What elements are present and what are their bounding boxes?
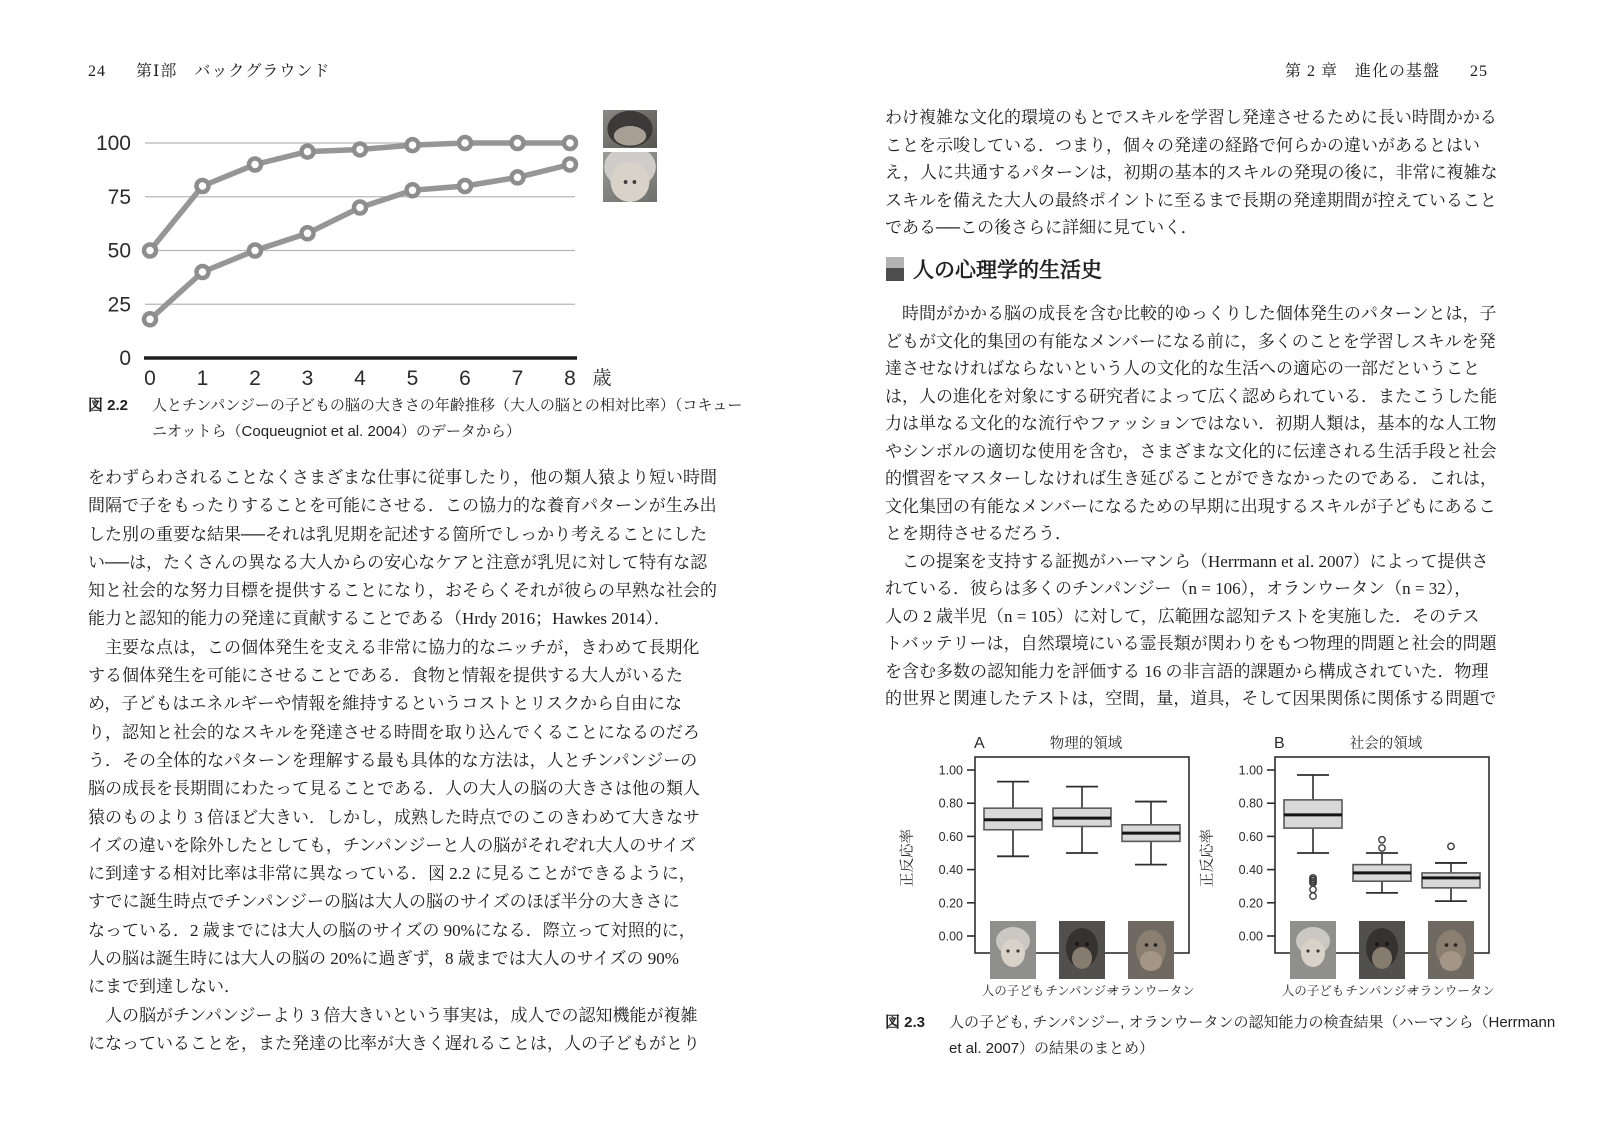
left-body-text: [88, 464, 718, 1058]
child-photo: [1290, 921, 1336, 979]
text-line: した別の重要な結果──それは乳児期を記述する箇所でしっかり考えることにした: [88, 524, 708, 544]
figure23-caption-line: et al. 2007）の結果のまとめ）: [949, 1040, 1155, 1057]
svg-text:正反応率: 正反応率: [900, 829, 916, 887]
svg-text:オランウータン: オランウータン: [1107, 984, 1195, 998]
right-page: [800, 0, 1600, 1124]
text-line: になっていることを，また発達の比率が大きく遅れることは，人の子どもがとり: [88, 1033, 700, 1053]
text-line: 文化集団の有能なメンバーになるための早期に出現するスキルが子どもにあるこ: [885, 496, 1496, 516]
chimpanzee-photo: [1359, 921, 1405, 979]
svg-text:0.40: 0.40: [1238, 863, 1263, 878]
svg-text:チンパンジー: チンパンジー: [1345, 984, 1419, 998]
figure23-caption: [885, 1010, 1556, 1062]
text-line: イズの違いを除外したとしても，チンパンジーと人の脳がそれぞれ大人のサイズ: [88, 835, 697, 855]
svg-text:0.60: 0.60: [938, 829, 963, 844]
svg-text:歳: 歳: [592, 368, 612, 389]
text-line: 人の脳は誕生時には大人の脳の 20%に過ぎず，8 歳までは大人のサイズの 90%: [88, 949, 679, 969]
svg-text:0: 0: [119, 347, 131, 370]
right-running-head-text: 第 2 章 進化の基盤: [1285, 63, 1441, 80]
right-running-head: [1285, 58, 1488, 81]
text-line: する個体発生を可能にさせることである．食物と情報を提供する大人がいるた: [88, 666, 683, 686]
text-line: どもが文化的集団の有能なメンバーになる前に，多くのことを学習しスキルを発: [885, 331, 1496, 351]
svg-text:3: 3: [301, 367, 314, 390]
svg-text:0: 0: [144, 367, 156, 390]
text-line: え，人に共通するパターンは，初期の基本的スキルの発現の後に，非常に複雑な: [885, 163, 1498, 182]
text-line: 的慣習をマスターしなければ生き延びることができなかったのである．これは，: [885, 469, 1497, 488]
svg-text:6: 6: [459, 367, 471, 390]
svg-text:1.00: 1.00: [1238, 763, 1263, 778]
svg-text:1.00: 1.00: [938, 763, 963, 778]
text-line: この提案を支持する証拠がハーマンら（Herrmann et al. 2007）によって提供さ: [885, 551, 1489, 571]
svg-text:0.80: 0.80: [1238, 796, 1263, 811]
text-line: 能力と認知的能力の発達に貢献することである（Hrdy 2016；Hawkes 2014）．: [88, 609, 671, 629]
child-photo: [603, 152, 657, 202]
text-line: 猿のものより 3 倍ほど大きい．しかし，成熟した時点でのこのきわめて大きなサ: [88, 807, 700, 827]
svg-text:7: 7: [511, 367, 524, 390]
text-line: やシンボルの適切な使用を含む，さまざまな文化的に伝達される生活手段と社会: [885, 441, 1497, 461]
text-line: 脳の成長を長期間にわたって見ることである．人の大人の脳の大きさは他の類人: [88, 779, 700, 799]
figure22-caption-line: ニオットら（Coqueugniot et al. 2004）のデータから）: [152, 423, 521, 440]
figure22-caption-line: 人とチンパンジーの子どもの脳の大きさの年齢推移（大人の脳との相対比率）（コキュー: [152, 397, 743, 414]
text-line: すでに誕生時点でチンパンジーの脳は大人の脳のサイズのほぼ半分の大きさに: [88, 892, 680, 912]
text-line: 力は単なる文化的な流行やファッションではない．初期人類は，基本的な人工物: [885, 414, 1497, 433]
svg-text:オランウータン: オランウータン: [1407, 984, 1495, 998]
fig23b-svg: [1198, 733, 1498, 1023]
left-running-head-text: 第Ⅰ部 バックグラウンド: [136, 63, 331, 80]
text-line: ことを示唆している．つまり，個々の発達の経路で何らかの違いがあるとはい: [885, 135, 1480, 155]
text-line: を含む多数の認知能力を評価する 16 の非言語的課題から構成されていた．物理: [885, 661, 1489, 681]
right-page-number: 25: [1470, 63, 1489, 80]
svg-text:社会的領域: 社会的領域: [1349, 736, 1423, 752]
svg-text:人の子ども: 人の子ども: [981, 984, 1045, 998]
right-paragraph-2: [885, 300, 1515, 713]
text-line: 主要な点は，この個体発生を支える非常に協力的なニッチが，きわめて長期化: [88, 637, 700, 657]
orangutan-photo: [1428, 921, 1474, 979]
svg-text:人の子ども: 人の子ども: [1281, 984, 1345, 998]
text-line: トバッテリーは，自然環境にいる霊長類が関わりをもつ物理的問題と社会的問題: [885, 634, 1497, 653]
text-line: スキルを備えた大人の最終ポイントに至るまで長期の発達期間が控えていること: [885, 190, 1497, 210]
svg-text:4: 4: [354, 367, 366, 390]
figure22-caption: [88, 393, 743, 445]
svg-text:25: 25: [107, 293, 131, 317]
child-photo: [990, 921, 1036, 979]
svg-text:B: B: [1274, 735, 1285, 752]
svg-text:0.40: 0.40: [938, 863, 963, 878]
text-line: である──この後さらに詳細に見ていく．: [885, 218, 1198, 237]
text-line: に到達する相対比率は非常に異なっている．図 2.2 に見ることができるように，: [88, 864, 696, 884]
figure23-caption-line: 人の子ども, チンパンジー, オランウータンの認知能力の検査結果（ハーマンら（Herrmann: [949, 1014, 1556, 1031]
text-line: にまで到達しない．: [88, 977, 241, 997]
text-line: う．その全体的なパターンを理解する最も具体的な方法は，人とチンパンジーの: [88, 750, 698, 770]
svg-text:A: A: [974, 735, 985, 752]
right-paragraph-1: [885, 104, 1515, 242]
svg-text:0.20: 0.20: [1238, 896, 1263, 911]
text-line: 人の 2 歳半児（n = 105）に対して，広範囲な認知テストを実施した．そのテス: [885, 606, 1480, 626]
orangutan-photo: [1128, 921, 1174, 979]
figure23-label: 図 2.3: [885, 1014, 926, 1031]
svg-text:100: 100: [95, 132, 131, 155]
text-line: い──は，たくさんの異なる大人からの安心なケアと注意が乳児に対して特有な認: [88, 552, 708, 572]
text-line: 的世界と関連したテストは，空間，量，道具，そして因果関係に関係する問題で: [885, 689, 1497, 708]
svg-text:2: 2: [249, 367, 261, 390]
text-line: 知と社会的な努力目標を提供することになり，おそらくそれが彼らの早熟な社会的: [88, 581, 717, 601]
section-heading-square-icon: [886, 257, 904, 281]
left-page-number: 24: [88, 63, 106, 80]
text-line: 人の脳がチンパンジーより 3 倍大きいという事実は，成人での認知機能が複雑: [88, 1005, 698, 1025]
fig23a-svg: [898, 733, 1198, 1023]
text-line: 間隔で子をもったりすることを可能にさせる．この協力的な養育パターンが生み出: [88, 496, 717, 516]
svg-text:1: 1: [196, 367, 209, 390]
text-line: をわずらわされることなくさまざまな仕事に従事したり，他の類人猿より短い時間: [88, 468, 717, 487]
svg-text:0.60: 0.60: [1238, 829, 1263, 844]
text-line: め，子どもはエネルギーや情報を維持するというコストとリスクから自由にな: [88, 694, 682, 714]
svg-text:0.00: 0.00: [938, 929, 963, 944]
svg-text:物理的領域: 物理的領域: [1049, 736, 1123, 752]
svg-text:75: 75: [107, 185, 131, 209]
chimpanzee-photo: [1059, 921, 1105, 979]
text-line: 時間がかかる脳の成長を含む比較的ゆっくりした個体発生のパターンとは，子: [885, 304, 1497, 323]
svg-text:0.80: 0.80: [938, 796, 963, 811]
svg-text:5: 5: [406, 367, 419, 390]
fig22-svg: [85, 100, 665, 400]
text-line: れている．彼らは多くのチンパンジー（n = 106），オランウータン（n = 32），: [885, 579, 1472, 598]
section-heading: [886, 254, 1102, 284]
text-line: とを期待させるだろう．: [885, 524, 1072, 543]
svg-text:0.20: 0.20: [938, 896, 963, 911]
svg-text:0.00: 0.00: [1238, 929, 1263, 944]
svg-text:正反応率: 正反応率: [1200, 829, 1216, 887]
text-line: わけ複雑な文化的環境のもとでスキルを学習し発達させるために長い時間かかる: [885, 108, 1497, 127]
text-line: り，認知と社会的なスキルを発達させる時間を取り込んでくることになるのだろ: [88, 722, 700, 742]
text-line: 達させなければならないという人の文化的な生活への適応の一部だということ: [885, 359, 1480, 378]
svg-text:8: 8: [564, 367, 576, 390]
chimpanzee-photo: [603, 110, 657, 148]
figure22-label: 図 2.2: [88, 397, 129, 414]
text-line: なっている．2 歳までには大人の脳のサイズの 90%になる．際立って対照的に，: [88, 920, 696, 940]
section-heading-text: 人の心理学的生活史: [913, 259, 1102, 282]
text-line: は，人の進化を対象にする研究者によって広く認められている．またこうした能: [885, 386, 1497, 406]
svg-text:50: 50: [107, 239, 131, 263]
left-running-head: [88, 58, 330, 81]
svg-text:チンパンジー: チンパンジー: [1045, 984, 1119, 998]
